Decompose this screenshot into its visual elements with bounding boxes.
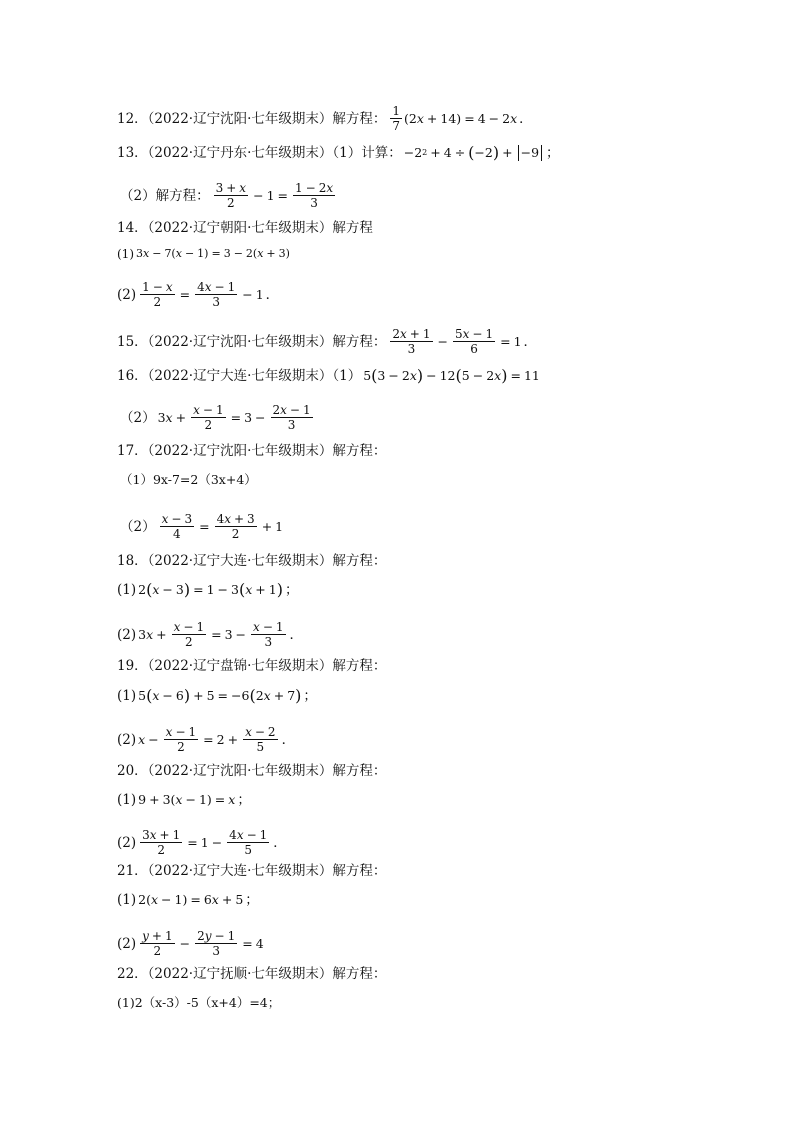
problem-15-equation: $\frac{2x + 1}{3}$ − $\frac{5x - 1}{6}$ = 1: [392, 327, 522, 356]
problem-12-equation: $\frac{1}{7}$ (2 x + 14) = 4 − 2 x: [392, 104, 518, 133]
problem-14-part-2: (2) $\frac{1 - x}{2}$ = $\frac{4x - 1}{3}$ − 1 ．: [117, 280, 280, 309]
problem-22: [117, 964, 386, 984]
problem-20-label: 20．（2022·辽宁沈阳·七年级期末）解方程：: [117, 763, 387, 779]
problem-14-part-1: (1) 3 x − 7( x − 1) = 3 − 2( x + 3): [117, 247, 290, 261]
problem-13: 13．（2022·辽宁丹东·七年级期末）（1）计算： −2 2 + 4 ÷ ( −2 ) + −9 ；: [117, 143, 560, 162]
problem-13-equation: $\frac{3 + x}{2}$ − 1 = $\frac{1 - 2x}{3}$: [215, 181, 334, 210]
problem-22-label: 22．（2022·辽宁抚顺·七年级期末）解方程：: [117, 966, 387, 982]
problem-13-label: 13．（2022·辽宁丹东·七年级期末）（1）计算：: [117, 145, 402, 161]
problem-18-part-2: (2) 3 x + $\frac{x - 1}{2}$ = 3 − $\frac{x - 1}{3}$ ．: [117, 620, 304, 649]
problem-21-part-1: (1) 2( x − 1) = 6 x + 5 ；: [117, 892, 259, 908]
problem-16-part-2: （2） 3 x + $\frac{x - 1}{2}$ = 3 − $\frac{2x - 1}{3}$: [120, 403, 317, 432]
problem-16: [117, 366, 542, 386]
problem-18-part-1: (1) 2 ( x − 3 ) = 1 − 3 ( x + 1 ) ；: [117, 580, 299, 599]
problem-20: [117, 761, 386, 781]
problem-14: [117, 218, 373, 238]
problem-19-part-1: (1) 5 ( x − 6 ) + 5 = −6 ( 2 x + 7 ) ；: [117, 686, 317, 705]
problem-13-expression: −2 2 + 4 ÷ ( −2 ) + −9: [404, 143, 544, 163]
problem-19-label: 19．（2022·辽宁盘锦·七年级期末）解方程：: [117, 658, 387, 674]
problem-21-part-2: (2) $\frac{y + 1}{2}$ − $\frac{2y - 1}{3}$ = 4: [117, 929, 264, 958]
problem-17-part-2: （2） $\frac{x - 3}{4}$ = $\frac{4x + 3}{2}$ + 1: [120, 512, 284, 541]
problem-18-label: 18．（2022·辽宁大连·七年级期末）解方程：: [117, 553, 387, 569]
problem-19: [117, 656, 386, 676]
problem-17: [117, 441, 386, 461]
problem-14-label: 14．（2022·辽宁朝阳·七年级期末）解方程: [117, 220, 373, 236]
problem-21: [117, 861, 386, 881]
problem-13-part-2: （2）解方程： $\frac{3 + x}{2}$ − 1 = $\frac{1 - 2x}{3}$: [120, 181, 339, 210]
problem-17-part-1: （1）9x-7=2（3x+4）: [120, 472, 257, 487]
problem-18: [117, 551, 386, 571]
problem-20-part-2: (2) $\frac{3x + 1}{2}$ = 1 − $\frac{4x - 1}{5}$ ．: [117, 828, 287, 857]
problem-16-label: 16．（2022·辽宁大连·七年级期末）（1）: [117, 368, 362, 384]
problem-21-label: 21．（2022·辽宁大连·七年级期末）解方程：: [117, 863, 387, 879]
problem-16-equation-2: 3 x + $\frac{x - 1}{2}$ = 3 − $\frac{2x - 1}{3}$: [157, 403, 311, 432]
problem-12-label: 12．（2022·辽宁沈阳·七年级期末）解方程：: [117, 110, 387, 127]
problem-17-label: 17．（2022·辽宁沈阳·七年级期末）解方程：: [117, 443, 387, 459]
problem-22-part-1: (1)2（x-3）-5（x+4）=4；: [117, 995, 281, 1010]
problem-20-part-1: (1) 9 + 3( x − 1) = x ；: [117, 792, 251, 808]
problem-15-label: 15．（2022·辽宁沈阳·七年级期末）解方程：: [117, 333, 387, 350]
problem-19-part-2: (2) x − $\frac{x - 1}{2}$ = 2 + $\frac{x - 2}{5}$ ．: [117, 725, 296, 754]
problem-15: 15．（2022·辽宁沈阳·七年级期末）解方程： $\frac{2x + 1}{3}$ − $\frac{5x - 1}{6}$ = 1 ．: [117, 327, 538, 356]
problem-16-equation-1: 5 ( 3 − 2 x ) − 12 ( 5 − 2 x ) = 11: [363, 366, 540, 385]
problem-12: 12．（2022·辽宁沈阳·七年级期末）解方程： $\frac{1}{7}$ (2 x + 14) = 4 − 2 x ．: [117, 104, 533, 133]
